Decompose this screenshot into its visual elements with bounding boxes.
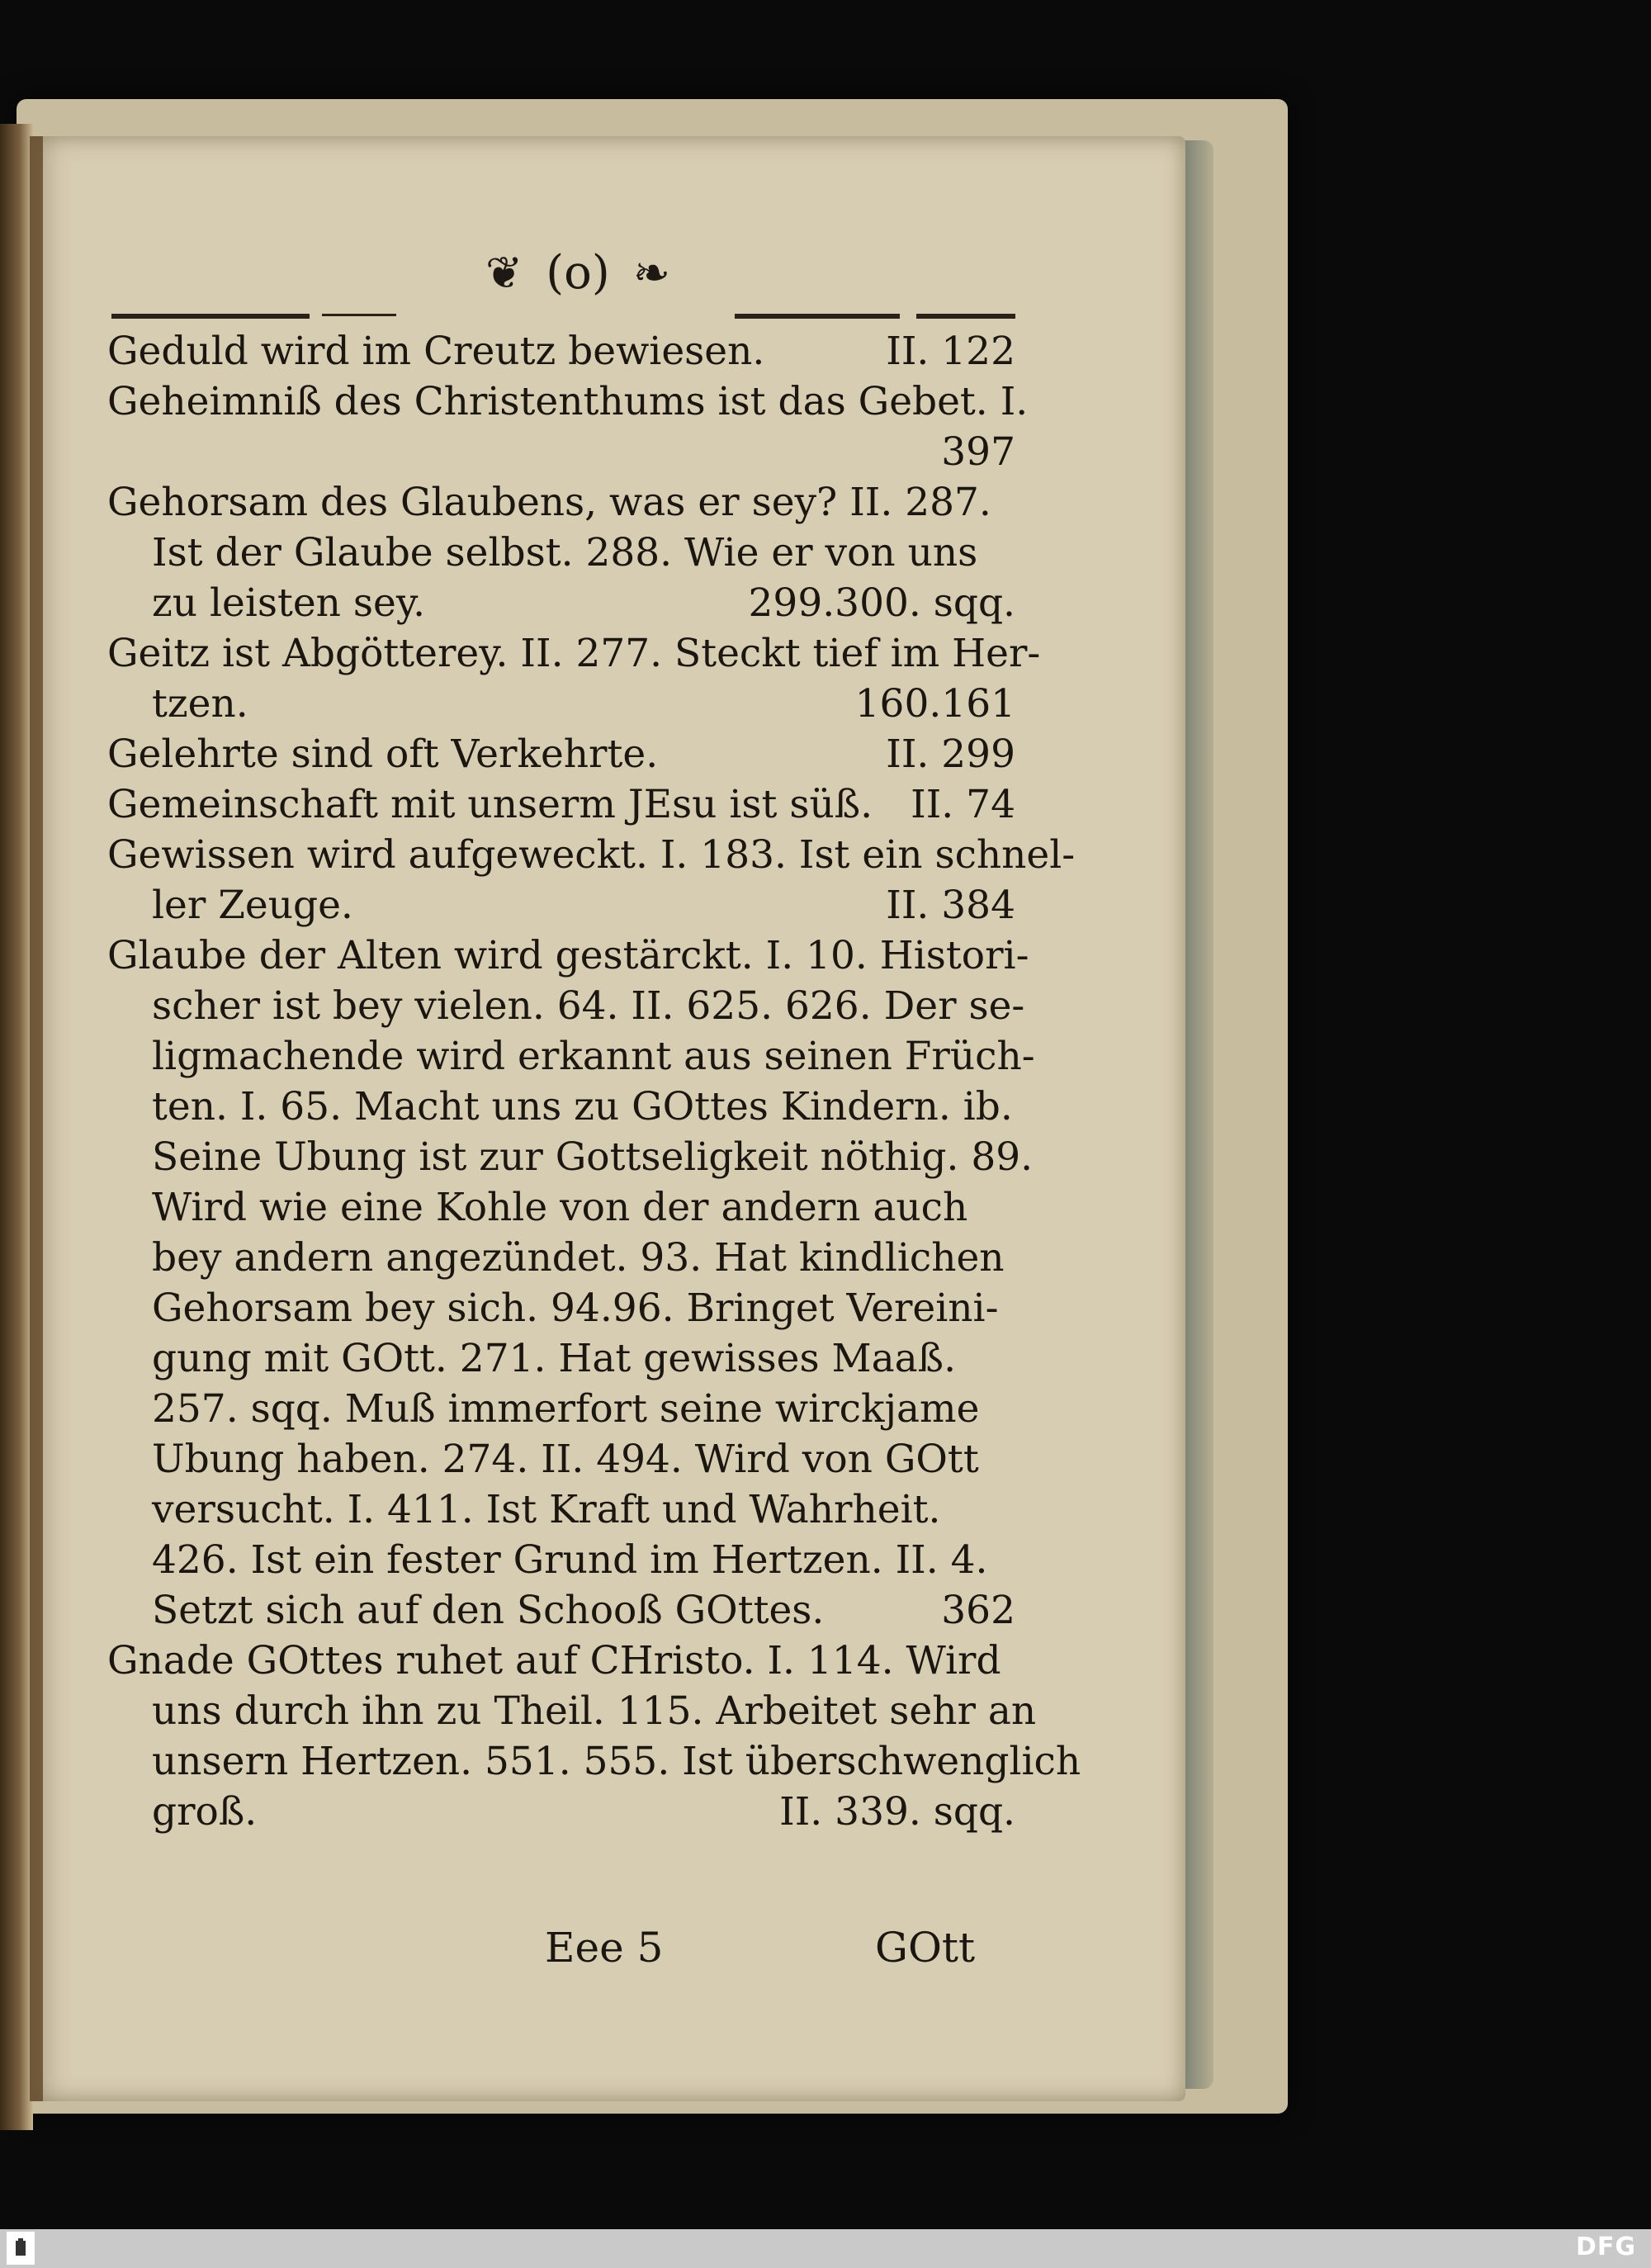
index-entry-line bbox=[107, 1585, 1015, 1636]
left-page-edge bbox=[0, 124, 33, 2130]
entry-text: gung mit GOtt. 271. Hat gewisses Maaß. bbox=[152, 1336, 957, 1381]
entry-text: groß. bbox=[152, 1789, 258, 1835]
index-entry-line bbox=[107, 981, 1025, 1031]
entry-page-ref: 362 bbox=[941, 1588, 1015, 1633]
index-entry-line bbox=[107, 1736, 1081, 1787]
entry-text: Geitz ist Abgötterey. II. 277. Steckt tief im Her- bbox=[107, 631, 1041, 676]
index-entry-line bbox=[107, 1333, 1015, 1384]
dfg-logo: DFG bbox=[1575, 2232, 1636, 2261]
entry-text: tzen. bbox=[152, 681, 248, 727]
entry-page-ref: II. 122 bbox=[886, 329, 1015, 374]
index-entry-line bbox=[107, 880, 1015, 930]
index-entry-line bbox=[107, 1636, 1015, 1686]
catchword: GOtt bbox=[875, 1924, 976, 1972]
entry-text: Gemeinschaft mit unserm JEsu ist süß. bbox=[107, 782, 873, 827]
index-entry-line bbox=[107, 528, 1015, 578]
index-entry-line bbox=[107, 1182, 1015, 1233]
viewer-footer-bar bbox=[0, 2229, 1651, 2268]
entry-text: scher ist bey vielen. 64. II. 625. 626. Der se- bbox=[152, 983, 1025, 1029]
entry-text: Glaube der Alten wird gestärckt. I. 10. Histori- bbox=[107, 933, 1029, 978]
entry-page-ref: II. 339. sqq. bbox=[779, 1789, 1015, 1835]
index-entry-line bbox=[107, 1535, 1015, 1585]
index-entry-line bbox=[107, 729, 1015, 779]
entry-text: Ist der Glaube selbst. 288. Wie er von uns bbox=[152, 530, 978, 575]
index-entry-line bbox=[107, 578, 1015, 628]
entry-text: Gehorsam des Glaubens, was er sey? II. 287. bbox=[107, 480, 991, 525]
index-entry-line bbox=[107, 830, 1076, 880]
index-entry-line bbox=[107, 1082, 1015, 1132]
entry-page-ref: 160.161 bbox=[854, 681, 1015, 727]
entry-page-ref: II. 299 bbox=[886, 732, 1015, 777]
index-entry-line bbox=[107, 1233, 1015, 1283]
entry-text: zu leisten sey. bbox=[152, 580, 426, 626]
index-entry-line bbox=[107, 1434, 1015, 1484]
index-entry-line bbox=[107, 1132, 1034, 1182]
spine-shadow bbox=[30, 136, 43, 2101]
index-entry-line bbox=[107, 930, 1029, 981]
index-entry-line bbox=[107, 477, 1015, 528]
entry-text: uns durch ihn zu Theil. 115. Arbeitet sehr an bbox=[152, 1688, 1037, 1734]
entry-text: Wird wie eine Kohle von der andern auch bbox=[152, 1185, 968, 1230]
entry-page-ref: 299.300. sqq. bbox=[748, 580, 1015, 626]
index-entry-line bbox=[107, 376, 1029, 427]
index-entry-line bbox=[107, 779, 1015, 830]
header-rule bbox=[916, 314, 1015, 319]
entry-text: Setzt sich auf den Schooß GOttes. bbox=[152, 1588, 825, 1633]
entry-text: bey andern angezündet. 93. Hat kindlichen bbox=[152, 1235, 1005, 1281]
header-rule bbox=[111, 314, 310, 319]
index-entry-line bbox=[107, 1031, 1035, 1082]
entry-text: Ubung haben. 274. II. 494. Wird von GOtt bbox=[152, 1437, 979, 1482]
index-entry-line bbox=[107, 1283, 1015, 1333]
entry-text: Gehorsam bey sich. 94.96. Bringet Vereini- bbox=[152, 1286, 999, 1331]
entry-text: ten. I. 65. Macht uns zu GOttes Kindern. ib. bbox=[152, 1084, 1013, 1129]
signature-mark: Eee 5 bbox=[545, 1924, 664, 1972]
ornament-left-icon: ❦ bbox=[485, 246, 523, 299]
entry-text: ligmachende wird erkannt aus seinen Früch- bbox=[152, 1034, 1035, 1079]
entry-page-ref: II. 74 bbox=[911, 782, 1015, 827]
entry-text: Geheimniß des Christenthums ist das Gebet. I. bbox=[107, 379, 1029, 424]
index-entry-line bbox=[107, 679, 1015, 729]
entry-text: Gnade GOttes ruhet auf CHristo. I. 114. Wird bbox=[107, 1638, 1001, 1683]
entry-page-ref: 397 bbox=[941, 429, 1015, 475]
entry-text: unsern Hertzen. 551. 555. Ist überschwenglich bbox=[152, 1739, 1081, 1784]
header-rule bbox=[735, 314, 900, 319]
index-entry-line bbox=[107, 1686, 1037, 1736]
entry-text: 257. sqq. Muß immerfort seine wirckjame bbox=[152, 1386, 980, 1432]
ornament-right-icon: ❧ bbox=[632, 246, 670, 299]
entry-text: 426. Ist ein fester Grund im Hertzen. II. 4. bbox=[152, 1537, 988, 1583]
entry-text: versucht. I. 411. Ist Kraft und Wahrheit. bbox=[152, 1487, 941, 1532]
index-entry-line bbox=[107, 427, 1015, 477]
index-entry-line bbox=[107, 1787, 1015, 1837]
entry-text: Seine Ubung ist zur Gottseligkeit nöthig. 89. bbox=[152, 1134, 1034, 1180]
header-rule bbox=[322, 314, 396, 316]
index-entry-line bbox=[107, 628, 1041, 679]
page-marker: (o) bbox=[546, 245, 610, 300]
index-entry-line bbox=[107, 326, 1015, 376]
index-entry-line bbox=[107, 1384, 1015, 1434]
entry-text: ler Zeuge. bbox=[152, 883, 353, 928]
entry-text: Gelehrte sind oft Verkehrte. bbox=[107, 732, 659, 777]
page-header bbox=[413, 239, 743, 305]
index-entries bbox=[107, 326, 1081, 1837]
entry-text: Geduld wird im Creutz bewiesen. bbox=[107, 329, 765, 374]
entry-page-ref: II. 384 bbox=[886, 883, 1015, 928]
entry-text: Gewissen wird aufgeweckt. I. 183. Ist ein schnel- bbox=[107, 832, 1076, 878]
index-entry-line bbox=[107, 1484, 1015, 1535]
library-logo-icon bbox=[7, 2232, 35, 2265]
